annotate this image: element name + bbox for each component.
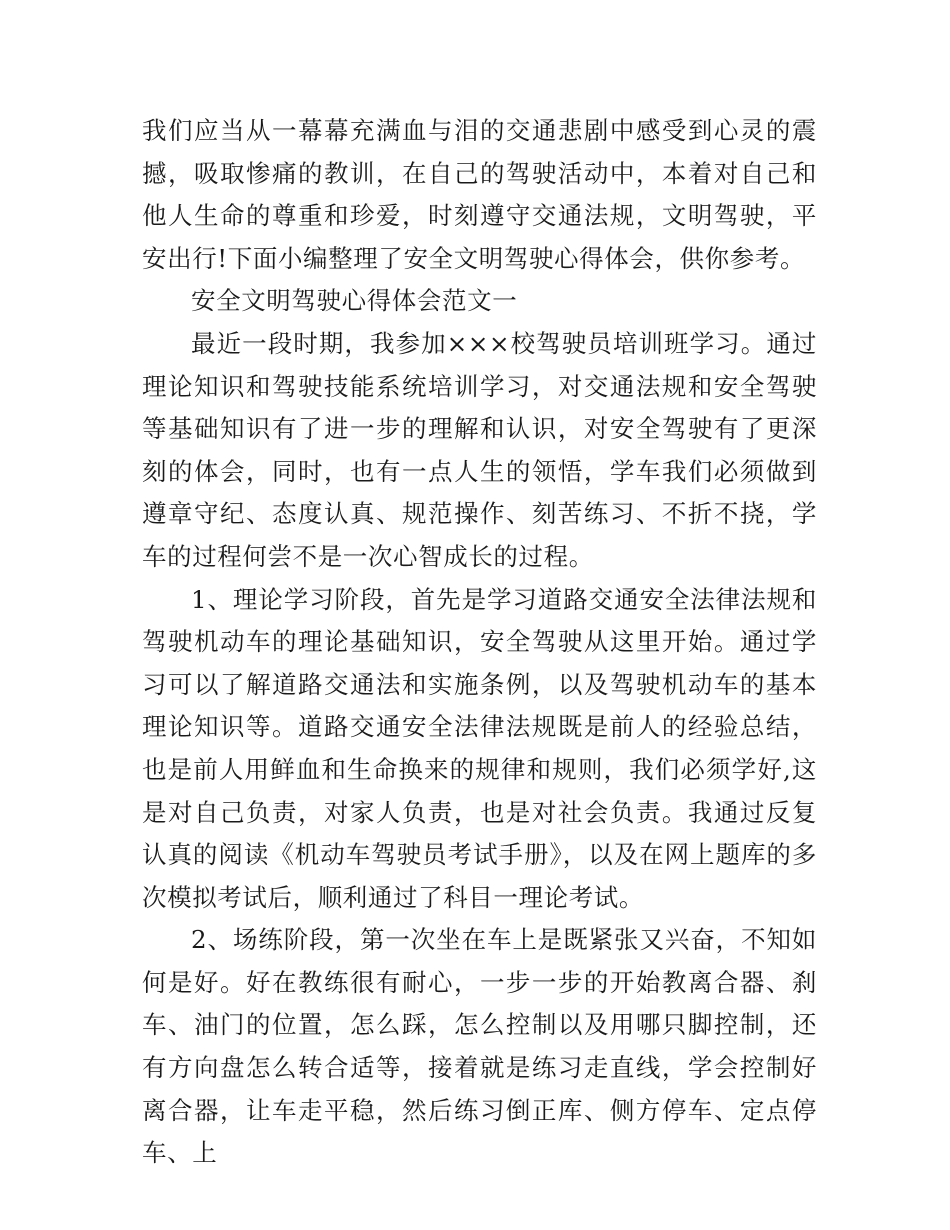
document-body xyxy=(142,110,817,1175)
paragraph-intro: 我们应当从一幕幕充满血与泪的交通悲剧中感受到心灵的震撼，吸取惨痛的教训，在自己的驾驶活动中，本着对自己和他人生命的尊重和珍爱，时刻遵守交通法规，文明驾驶，平安出行!下面小编整理了安全文明驾驶心得体会，供你参考。 xyxy=(142,116,817,273)
paragraph-field-practice-stage: 2、场练阶段，第一次坐在车上是既紧张又兴奋，不知如何是好。好在教练很有耐心，一步一步的开始教离合器、刹车、油门的位置，怎么踩，怎么控制以及用哪只脚控制，还有方向盘怎么转合适等，接着就是练习走直线，学会控制好离合器，让车走平稳，然后练习倒正库、侧方停车、定点停车、上 xyxy=(142,925,817,1168)
paragraph-overview: 最近一段时期，我参加×××校驾驶员培训班学习。通过理论知识和驾驶技能系统培训学习，对交通法规和安全驾驶等基础知识有了进一步的理解和认识，对安全驾驶有了更深刻的体会，同时，也有一点人生的领悟，学车我们必须做到遵章守纪、态度认真、规范操作、刻苦练习、不折不挠，学车的过程何尝不是一次心智成长的过程。 xyxy=(142,328,817,571)
paragraph-theory-stage: 1、理论学习阶段，首先是学习道路交通安全法律法规和驾驶机动车的理论基础知识，安全驾驶从这里开始。通过学习可以了解道路交通法和实施条例，以及驾驶机动车的基本理论知识等。道路交通安全法律法规既是前人的经验总结，也是前人用鲜血和生命换来的规律和规则，我们必须学好,这是对自己负责，对家人负责，也是对社会负责。我通过反复认真的阅读《机动车驾驶员考试手册》，以及在网上题库的多次模拟考试后，顺利通过了科目一理论考试。 xyxy=(142,584,817,912)
section-heading: 安全文明驾驶心得体会范文一 xyxy=(191,286,518,316)
